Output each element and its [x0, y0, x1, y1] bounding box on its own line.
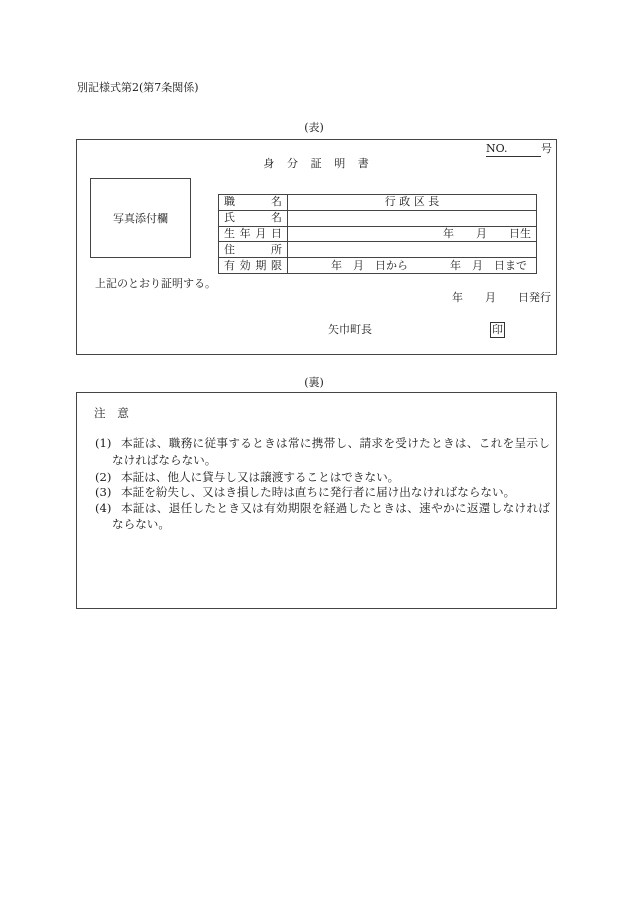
table-row-job-title [219, 195, 536, 211]
note-text: 本証は、他人に貸与し又は譲渡することはできない。 [121, 470, 400, 484]
address-label: 住 所 [224, 242, 282, 256]
address-value-cell [288, 242, 536, 257]
table-row-validity [219, 258, 536, 273]
certification-text: 上記のとおり証明する。 [95, 277, 216, 290]
job-title-label: 職 名 [224, 195, 282, 209]
name-value-cell [288, 211, 536, 226]
certificate-number-suffix: 号 [541, 142, 552, 155]
name-label: 氏 名 [224, 211, 282, 225]
front-side-label: (表) [304, 121, 324, 134]
table-row-birthdate [219, 227, 536, 243]
certificate-number-label: NO. [486, 142, 541, 157]
table-label-cell [219, 227, 288, 242]
table-value-cell [288, 258, 536, 273]
note-line [121, 435, 550, 451]
table-label-cell [219, 195, 288, 210]
certificate-number [486, 142, 552, 157]
table-value-cell [288, 227, 536, 242]
note-line-continued: ならない。 [112, 517, 170, 531]
note-line [121, 500, 550, 516]
note-text: 本証は、職務に従事するときは常に携帯し、請求を受けたときは、これを呈示し [121, 436, 550, 450]
table-row-name [219, 211, 536, 227]
table-label-cell [219, 258, 288, 273]
note-text: 本証を紛失し、又はき損した時は直ちに発行者に届け出なければならない。 [121, 485, 516, 499]
form-reference: 別記様式第2(第7条関係) [77, 81, 199, 94]
photo-box [90, 178, 191, 258]
table-label-cell [219, 211, 288, 226]
photo-placeholder-text: 写真添付欄 [113, 212, 168, 225]
validity-to: 年 月 日まで [450, 258, 527, 272]
note-number: (4) [95, 501, 112, 515]
birthdate-label: 生 年 月 日 [224, 226, 282, 240]
issue-date: 年 月 日発行 [452, 291, 551, 304]
seal-mark: 印 [492, 323, 503, 336]
id-info-table [218, 194, 537, 274]
note-number: (3) [95, 485, 112, 499]
id-card-back [76, 392, 557, 609]
validity-label: 有 効 期 限 [224, 258, 282, 272]
note-text: 本証は、退任したとき又は有効期限を経過したときは、速やかに返還しなければ [121, 501, 550, 515]
note-number: (2) [95, 470, 112, 484]
back-side-label: (裏) [304, 376, 324, 389]
notes-heading: 注 意 [94, 406, 129, 420]
table-row-address [219, 242, 536, 258]
job-title-value: 行 政 区 長 [384, 195, 440, 209]
table-label-cell [219, 242, 288, 257]
certificate-title: 身 分 証 明 書 [263, 157, 370, 170]
table-value-cell [288, 195, 536, 210]
note-number: (1) [95, 436, 112, 450]
validity-from: 年 月 日から [331, 258, 408, 272]
birthdate-value: 年 月 日生 [443, 226, 531, 240]
id-card-front [76, 139, 557, 355]
note-line-continued: なければならない。 [112, 453, 217, 467]
issuer-name: 矢巾町長 [328, 323, 372, 336]
